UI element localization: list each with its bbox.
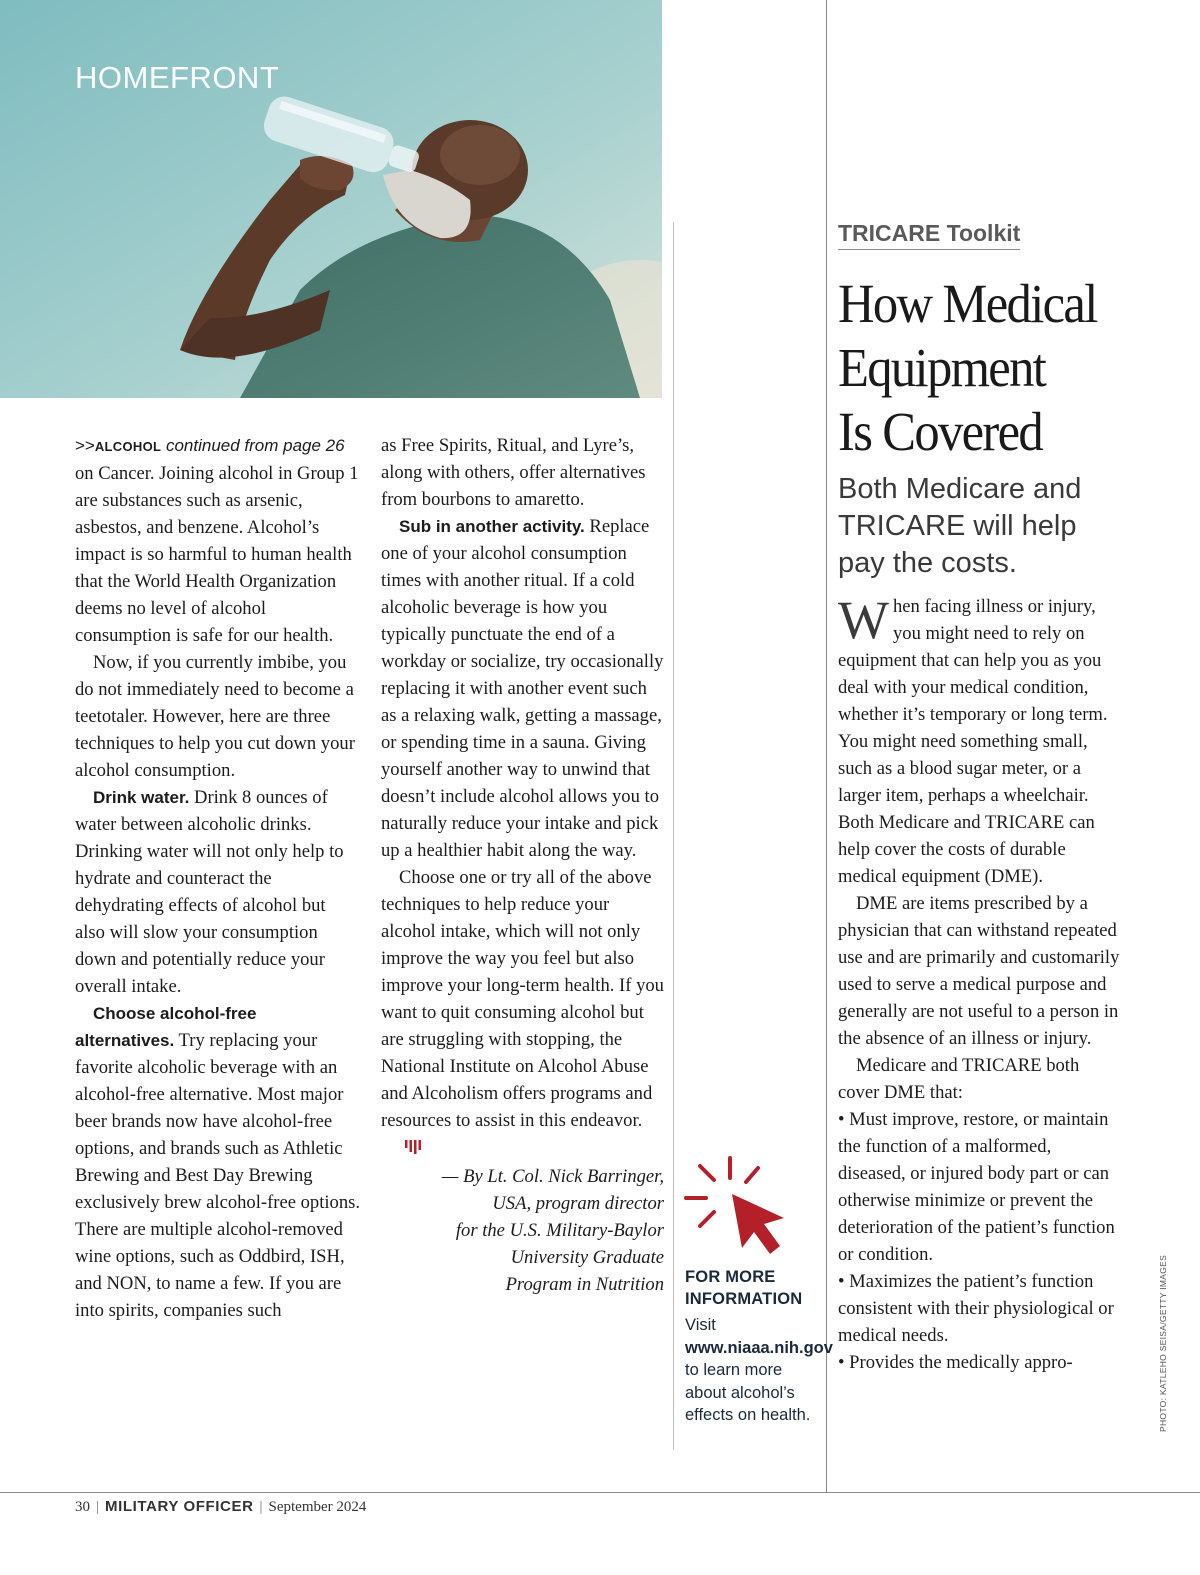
more-information-box [685,1266,833,1427]
paragraph: Medicare and TRICARE both cover DME that: [838,1055,1080,1103]
info-heading: FOR MORE INFORMATION [685,1268,803,1308]
niaaa-link[interactable]: www.niaaa.nih.gov [685,1338,833,1357]
magazine-name: MILITARY OFFICER [105,1498,254,1515]
paragraph: Sub in another activity. Replace one of your alcohol consumption times with another ritual. If a cold alcoholic beverage is how you typically punctuate the end of a workday or socialize, try occasionally replacing it with another event such as a relaxing walk, getting a massage, or spending time in a sauna. Giving yourself another way to unwind that doesn’t include alcohol allows you to naturally reduce your intake and pick up a healthier habit along the way. [381,516,664,861]
footer-rule [0,1492,1200,1493]
paragraph: Drink water. Drink 8 ounces of water between alcoholic drinks. Drinking water will not only help to hydrate and counteract the dehydrating effects of alcohol but also will slow your consumption down and potentially reduce your overall intake. [75,787,344,997]
article-deck: Both Medicare and TRICARE will help pay the costs. [838,473,1082,579]
bullet-item: • Provides the medically appro- [838,1352,1073,1373]
article-column-1 [75,432,360,1324]
article-column-2 [381,432,664,1298]
run-in-heading: Sub in another activity. [399,517,585,536]
drop-cap: W [838,590,889,650]
photo-credit: PHOTO: KATLEHO SEISA/GETTY IMAGES [1158,1254,1168,1432]
issue-date: September 2024 [268,1499,367,1515]
info-text: Visit www.niaaa.nih.gov to learn more about alcohol’s effects on health. [685,1316,833,1424]
section-label: HOMEFRONT [75,60,280,95]
article-column-3 [838,590,1121,1376]
continuation-marker: >>ALCOHOL continued from page 26 [75,436,345,455]
paragraph: >>ALCOHOL continued from page 26 on Cancer. Joining alcohol in Group 1 are substances such as arsenic, asbestos, and benzene. Alcohol’s impact is so harmful to human health that the World Health Organization deems no level of alcohol consumption is safe for our health. [75,436,359,646]
byline: — By Lt. Col. Nick Barringer, USA, program director for the U.S. Military-Baylor University Graduate Program in Nutrition [441,1166,664,1295]
section-divider [826,0,827,1492]
paragraph: DME are items prescribed by a physician that can withstand repeated use and are primarily and customarily used to serve a medical purpose and generally are not useful to a person in the absence of an illness or injury. [838,893,1120,1049]
page-number: 30 [75,1499,90,1515]
end-mark-icon [387,1136,423,1163]
bullet-item: • Must improve, restore, or maintain the function of a malformed, diseased, or injured body part or can otherwise minimize or prevent the deterioration of the patient’s function or condition. [838,1109,1115,1265]
paragraph: Choose alcohol-free alternatives. Try replacing your favorite alcoholic beverage with an alcohol-free alternative. Most major beer brands now have alcohol-free options, and brands such as Athletic Brewing and Best Day Brewing exclusively brew alcohol-free options. There are multiple alcohol-removed wine options, such as Oddbird, ISH, and NON, to name a few. If you are into spirits, companies such [75,1004,361,1321]
cursor-click-icon [684,1154,794,1263]
paragraph: Now, if you currently imbibe, you do not immediately need to become a teetotaler. However, here are three techniques to help you cut down your alcohol consumption. [75,652,355,781]
run-in-heading: Choose alcohol-free alternatives. [75,1004,257,1050]
bullet-item: • Maximizes the patient’s function consistent with their physiological or medical needs. [838,1271,1114,1346]
paragraph: Choose one or try all of the above techniques to help reduce your alcohol intake, which will not only improve the way you feel but also improve your long-term health. If you want to quit consuming alcohol but are struggling with stopping, the National Institute on Alcohol Abuse and Alcoholism offers programs and resources to assist in this endeavor. [381,864,664,1163]
article-headline: How Medical Equipment Is Covered [838,273,1097,462]
paragraph: When facing illness or injury, you might need to rely on equipment that can help you as you deal with your medical condition, whether it’s temporary or long term. You might need something small, such as a blood sugar meter, or a larger item, perhaps a wheelchair. Both Medicare and TRICARE can help cover the costs of durable medical equipment (DME). [838,590,1108,887]
page-footer: 30 | MILITARY OFFICER | September 2024 [75,1498,367,1515]
paragraph: as Free Spirits, Ritual, and Lyre’s, along with others, offer alternatives from bourbons to amaretto. [381,435,646,510]
hero-photo [0,0,662,398]
column-divider [673,222,674,1450]
run-in-heading: Drink water. [93,788,190,807]
toolkit-label: TRICARE Toolkit [838,220,1020,250]
